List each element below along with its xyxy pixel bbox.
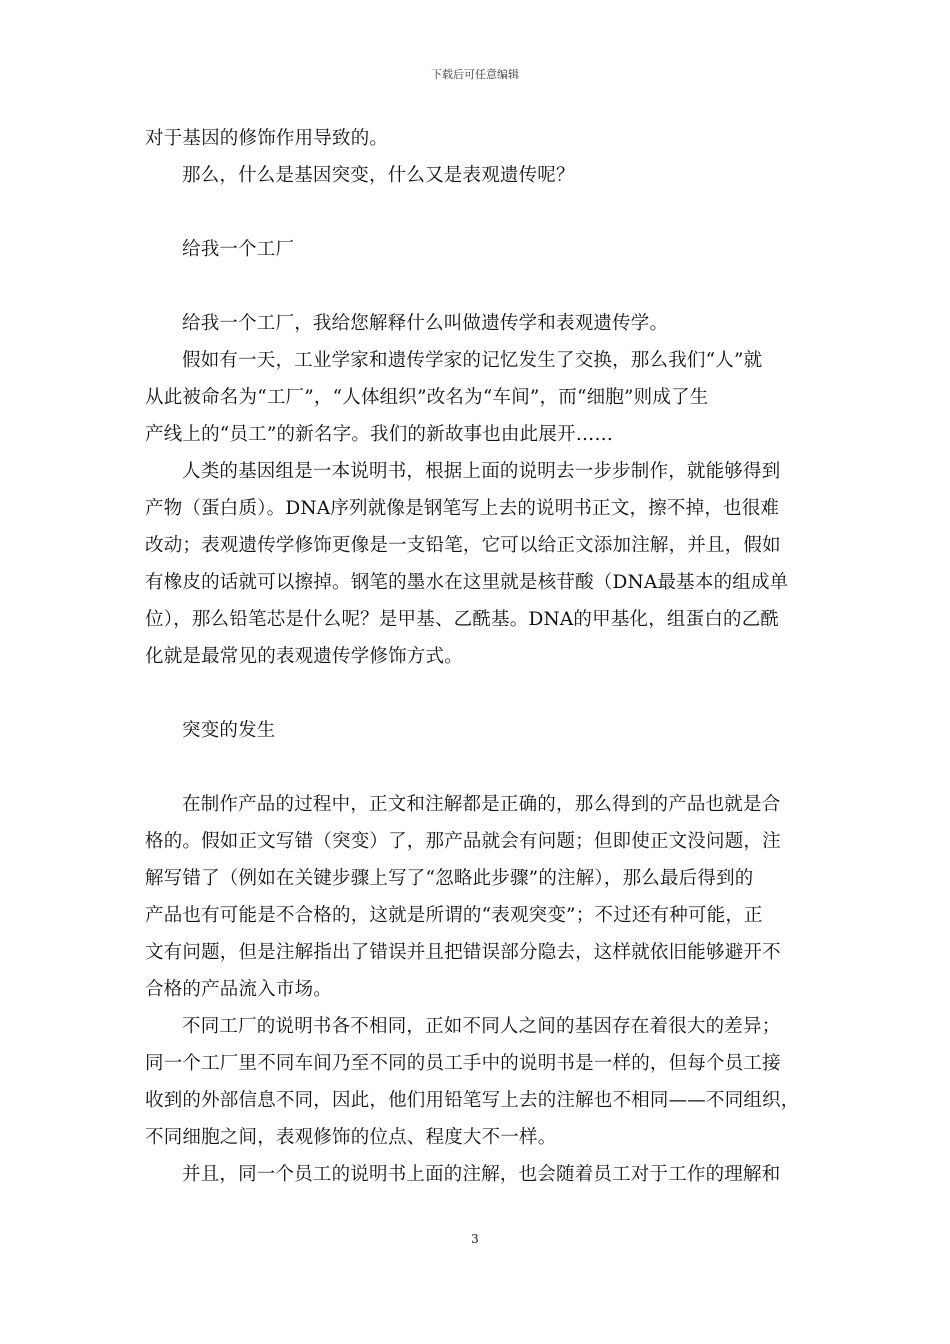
text-line: 从此被命名为“工厂”，“人体组织”改名为“车间”，而“细胞”则成了生	[145, 387, 709, 408]
document-body	[145, 120, 811, 1193]
text-line: 合格的产品流入市场。	[145, 979, 333, 1000]
page-header: 下载后可任意编辑	[431, 68, 519, 81]
text-line: 产线上的“员工”的新名字。我们的新故事也由此展开……	[145, 424, 614, 445]
text-line: 给我一个工厂，我给您解释什么叫做遗传学和表观遗传学。	[182, 313, 669, 334]
text-line: 产品也有可能是不合格的，这就是所谓的“表观突变”；不过还有种可能，正	[145, 905, 763, 926]
text-line: 不同细胞之间，表观修饰的位点、程度大不一样。	[145, 1127, 557, 1148]
blank-line	[145, 675, 811, 712]
text-line: 人类的基因组是一本说明书，根据上面的说明去一步步制作，就能够得到	[182, 461, 781, 482]
text-line: 改动；表观遗传学修饰更像是一支铅笔，它可以给正文添加注解，并且，假如	[145, 535, 781, 556]
page-number: 3	[471, 1232, 479, 1246]
text-line: 那么，什么是基因突变，什么又是表观遗传呢？	[182, 165, 575, 186]
blank-line	[145, 194, 811, 231]
text-line: 同一个工厂里不同车间乃至不同的员工手中的说明书是一样的，但每个员工接	[145, 1053, 781, 1074]
text-line: 假如有一天，工业学家和遗传学家的记忆发生了交换，那么我们“人”就	[182, 350, 763, 371]
text-line: 收到的外部信息不同，因此，他们用铅笔写上去的注解也不相同——不同组织，	[145, 1090, 800, 1111]
text-line: 文有问题，但是注解指出了错误并且把错误部分隐去，这样就依旧能够避开不	[145, 942, 781, 963]
section-heading: 给我一个工厂	[182, 239, 295, 260]
text-line: 在制作产品的过程中，正文和注解都是正确的，那么得到的产品也就是合	[182, 794, 781, 815]
section-heading: 突变的发生	[182, 720, 276, 741]
text-line: 解写错了（例如在关键步骤上写了“忽略此步骤”的注解），那么最后得到的	[145, 868, 754, 889]
blank-line	[145, 268, 811, 305]
text-line: 不同工厂的说明书各不相同，正如不同人之间的基因存在着很大的差异；	[182, 1016, 781, 1037]
text-line: 格的。假如正文写错（突变）了，那产品就会有问题；但即使正文没问题，注	[145, 831, 781, 852]
text-line: 并且，同一个员工的说明书上面的注解，也会随着员工对于工作的理解和	[182, 1164, 781, 1185]
text-line: 化就是最常见的表观遗传学修饰方式。	[145, 646, 463, 667]
text-line: 位），那么铅笔芯是什么呢？是甲基、乙酰基。DNA的甲基化，组蛋白的乙酰	[145, 609, 780, 630]
text-line: 对于基因的修饰作用导致的。	[145, 128, 389, 149]
blank-line	[145, 749, 811, 786]
text-line: 有橡皮的话就可以擦掉。钢笔的墨水在这里就是核苷酸（DNA最基本的组成单	[145, 572, 789, 593]
text-line: 产物（蛋白质）。DNA序列就像是钢笔写上去的说明书正文，擦不掉，也很难	[145, 498, 780, 519]
